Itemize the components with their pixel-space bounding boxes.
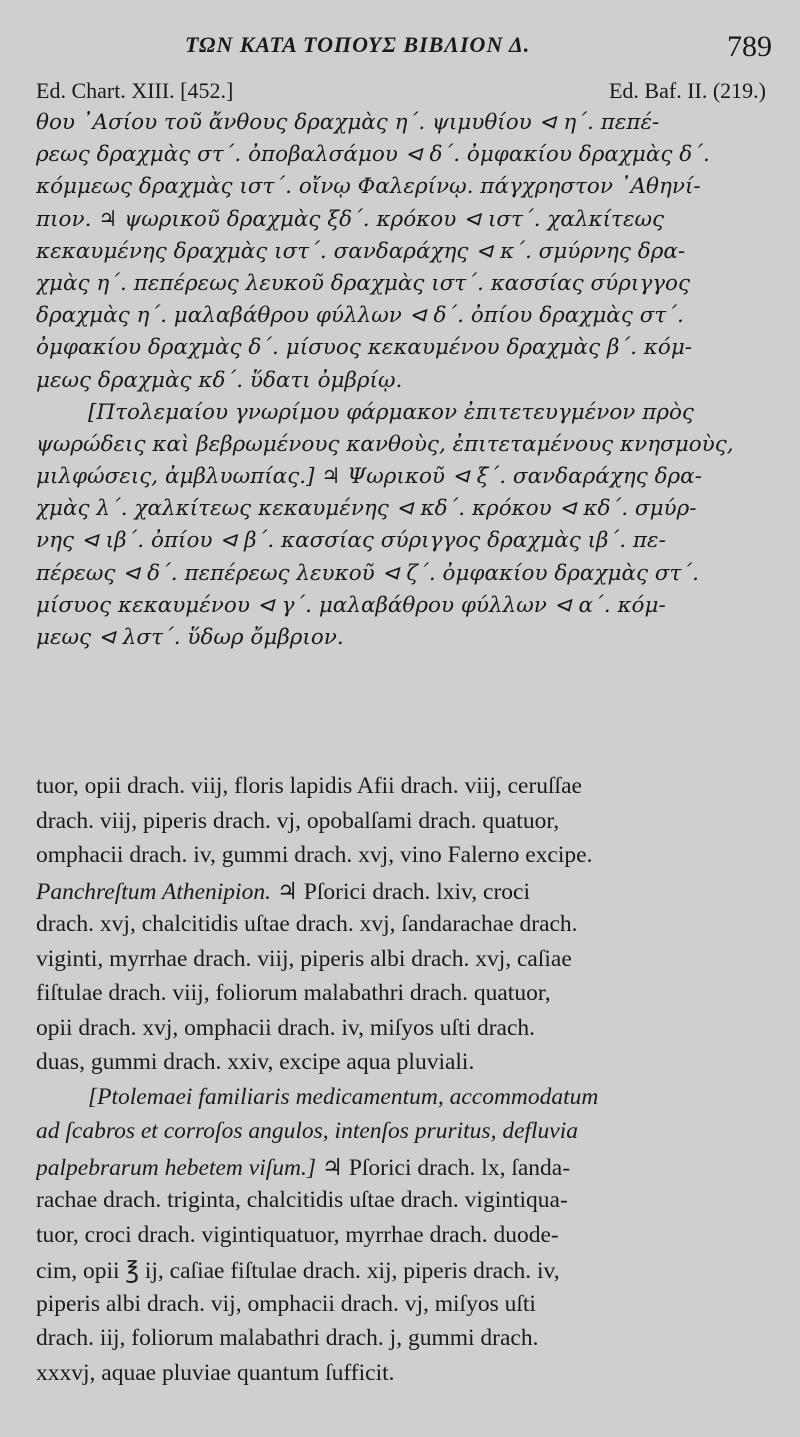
latin-line [36,1153,771,1188]
latin-line: tuor, opii drach. viij, floris lapidis Afii drach. viij, ceruſſae [36,773,582,799]
latin-italic-title: Panchreſtum Athenipion. [36,878,271,905]
greek-line: ρεως δραχμὰς στ΄. ὀποβαλσάμου ⊲ δ΄. ὀμφακίου δραχμὰς δ΄. [36,142,710,168]
greek-line: μιλφώσεις, ἀμβλυωπίας.] ♃ Ψωρικοῦ ⊲ ξ΄. σανδαράχης δρα- [36,464,702,490]
greek-line: ὀμφακίου δραχμὰς δ΄. μίσυος κεκαυμένου δραχμὰς β΄. κόμ- [36,335,693,361]
latin-line: tuor, croci drach. vigintiquatuor, myrrhae drach. duode- [36,1221,559,1248]
latin-line: fiſtulae drach. viij, foliorum malabathri drach. quatuor, [36,980,551,1006]
latin-italic-title: palpebrarum hebetem viſum.] [36,1154,316,1181]
latin-line: xxxvj, aquae pluviae quantum ſufficit. [36,1359,395,1386]
latin-line [36,1084,771,1119]
latin-line: cim, opii ℥ ij, caſiae fiſtulae drach. xij, piperis drach. iv, [36,1258,560,1284]
greek-line: χμὰς λ΄. χαλκίτεως κεκαυμένης ⊲ κδ΄. κρόκου ⊲ κδ΄. σμύρ- [36,496,697,522]
greek-line: ψωρώδεις καὶ βεβρωμένους κανθοὺς, ἐπιτεταμένους κνησμοὺς, [36,431,734,457]
edition-reference-right: Ed. Baf. II. (219.) [608,78,766,103]
latin-line: duas, gummi drach. xxiv, excipe aqua pluviali. [36,1049,475,1075]
running-head: ΤΩΝ ΚΑΤΑ ΤΟΠΟΥΣ ΒΙΒΛΙΟΝ Δ. [185,32,531,57]
latin-line: omphacii drach. iv, gummi drach. xvj, vino Falerno excipe. [36,842,593,868]
greek-line: κεκαυμένης δραχμὰς ιστ΄. σανδαράχης ⊲ κ΄. σμύρνης δρα- [36,238,686,264]
latin-line: opii drach. xvj, omphacii drach. iv, miſyos uſti drach. [36,1014,536,1041]
greek-line: πιον. ♃ ψωρικοῦ δραχμὰς ξδ΄. κρόκου ⊲ ιστ΄. χαλκίτεως [36,206,665,232]
greek-line: μίσυος κεκαυμένου ⊲ γ΄. μαλαβάθρου φύλλων ⊲ α΄. κόμ- [36,592,666,618]
page-number: 789 [727,30,772,63]
greek-line: [Πτολεμαίου γνωρίμου φάρμακον ἐπιτετευγμένον πρὸς [88,399,694,425]
latin-text: ♃ Pſorici drach. lxiv, croci [270,878,531,905]
latin-line: drach. iij, foliorum malabathri drach. j, gummi drach. [36,1325,539,1351]
greek-line: χμὰς η΄. πεπέρεως λευκοῦ δραχμὰς ιστ΄. κασσίας σύριγγος [36,270,691,296]
greek-line: μεως δραχμὰς κδ΄. ὕδατι ὀμβρίῳ. [36,367,403,393]
latin-line: drach. viij, piperis drach. vj, opobalſami drach. quatuor, [36,807,560,834]
greek-line: κόμμεως δραχμὰς ιστ΄. οἴνῳ Φαλερίνῳ. πάγχρηστον ᾿Αθηνί- [36,174,701,200]
latin-line: drach. xvj, chalcitidis uſtae drach. xvj, ſandarachae drach. [36,911,578,937]
latin-italic-title: [Ptolemaei familiaris medicamentum, accommodatum [88,1083,599,1110]
greek-line: νης ⊲ ιβ΄. ὀπίου ⊲ β΄. κασσίας σύριγγος δραχμὰς ιβ΄. πε- [36,528,666,554]
latin-text-block [36,773,771,1394]
latin-line [36,877,771,912]
latin-line: rachae drach. triginta, chalcitidis uſtae drach. vigintiqua- [36,1187,568,1213]
greek-line: πέρεως ⊲ δ΄. πεπέρεως λευκοῦ ⊲ ζ΄. ὀμφακίου δραχμὰς στ΄. [36,560,700,586]
latin-line: viginti, myrrhae drach. viij, piperis albi drach. xvj, caſiae [36,945,572,972]
greek-line: θου ᾿Ασίου τοῦ ἄνθους δραχμὰς η΄. ψιμυθίου ⊲ η΄. πεπέ- [36,110,660,135]
greek-line: δραχμὰς η΄. μαλαβάθρου φύλλων ⊲ δ΄. ὀπίου δραχμὰς στ΄. [36,303,684,329]
latin-line: piperis albi drach. vij, omphacii drach. vj, miſyos uſti [36,1290,536,1317]
latin-text: ♃ Pſorici drach. lx, ſanda- [316,1154,571,1181]
greek-text-block [36,110,766,657]
greek-line: μεως ⊲ λστ΄. ὕδωρ ὄμβριον. [36,625,344,650]
latin-line [36,1118,771,1153]
edition-reference-left: Ed. Chart. XIII. [452.] [36,78,234,103]
latin-italic-title: ad ſcabros et corroſos angulos, intenſos pruritus, defluvia [36,1118,579,1144]
